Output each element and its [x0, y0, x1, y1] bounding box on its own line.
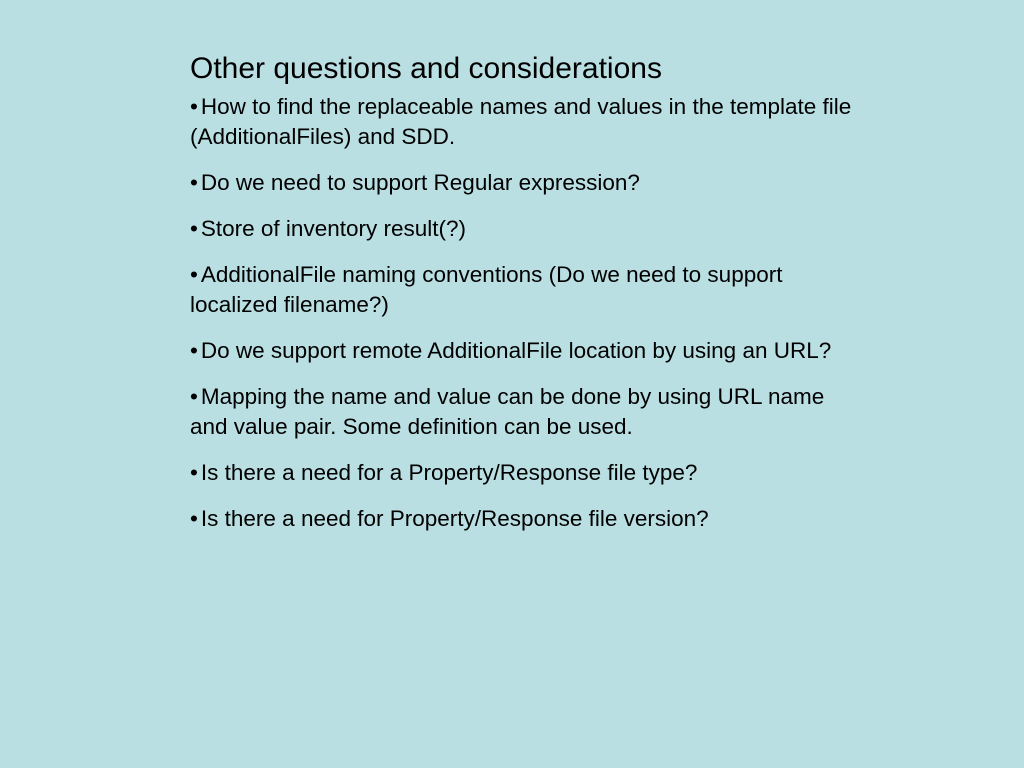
bullet-list: [190, 92, 865, 534]
bullet-marker: •: [190, 460, 198, 485]
bullet-item: [190, 168, 865, 198]
bullet-marker: •: [190, 216, 198, 241]
bullet-item: [190, 336, 865, 366]
bullet-text: Store of inventory result(?): [200, 216, 467, 241]
bullet-item: [190, 504, 865, 534]
bullet-text: Is there a need for Property/Response file version?: [200, 506, 709, 531]
bullet-item: [190, 260, 865, 320]
bullet-text: AdditionalFile naming conventions (Do we need to support localized filename?): [190, 262, 783, 317]
bullet-text: Do we need to support Regular expression?: [200, 170, 640, 195]
bullet-text: Is there a need for a Property/Response file type?: [200, 460, 698, 485]
bullet-item: [190, 458, 865, 488]
bullet-text: How to find the replaceable names and values in the template file (AdditionalFiles) and SDD.: [190, 94, 852, 149]
bullet-text: Do we support remote AdditionalFile location by using an URL?: [200, 338, 832, 363]
bullet-marker: •: [190, 384, 198, 409]
bullet-marker: •: [190, 262, 198, 287]
slide-content: [190, 50, 865, 550]
bullet-text: Mapping the name and value can be done by using URL name and value pair. Some definition can be used.: [190, 384, 825, 439]
bullet-marker: •: [190, 506, 198, 531]
bullet-item: [190, 92, 865, 152]
bullet-item: [190, 214, 865, 244]
bullet-marker: •: [190, 170, 198, 195]
slide-title: Other questions and considerations: [190, 52, 662, 85]
bullet-item: [190, 382, 865, 442]
bullet-marker: •: [190, 94, 198, 119]
bullet-marker: •: [190, 338, 198, 363]
